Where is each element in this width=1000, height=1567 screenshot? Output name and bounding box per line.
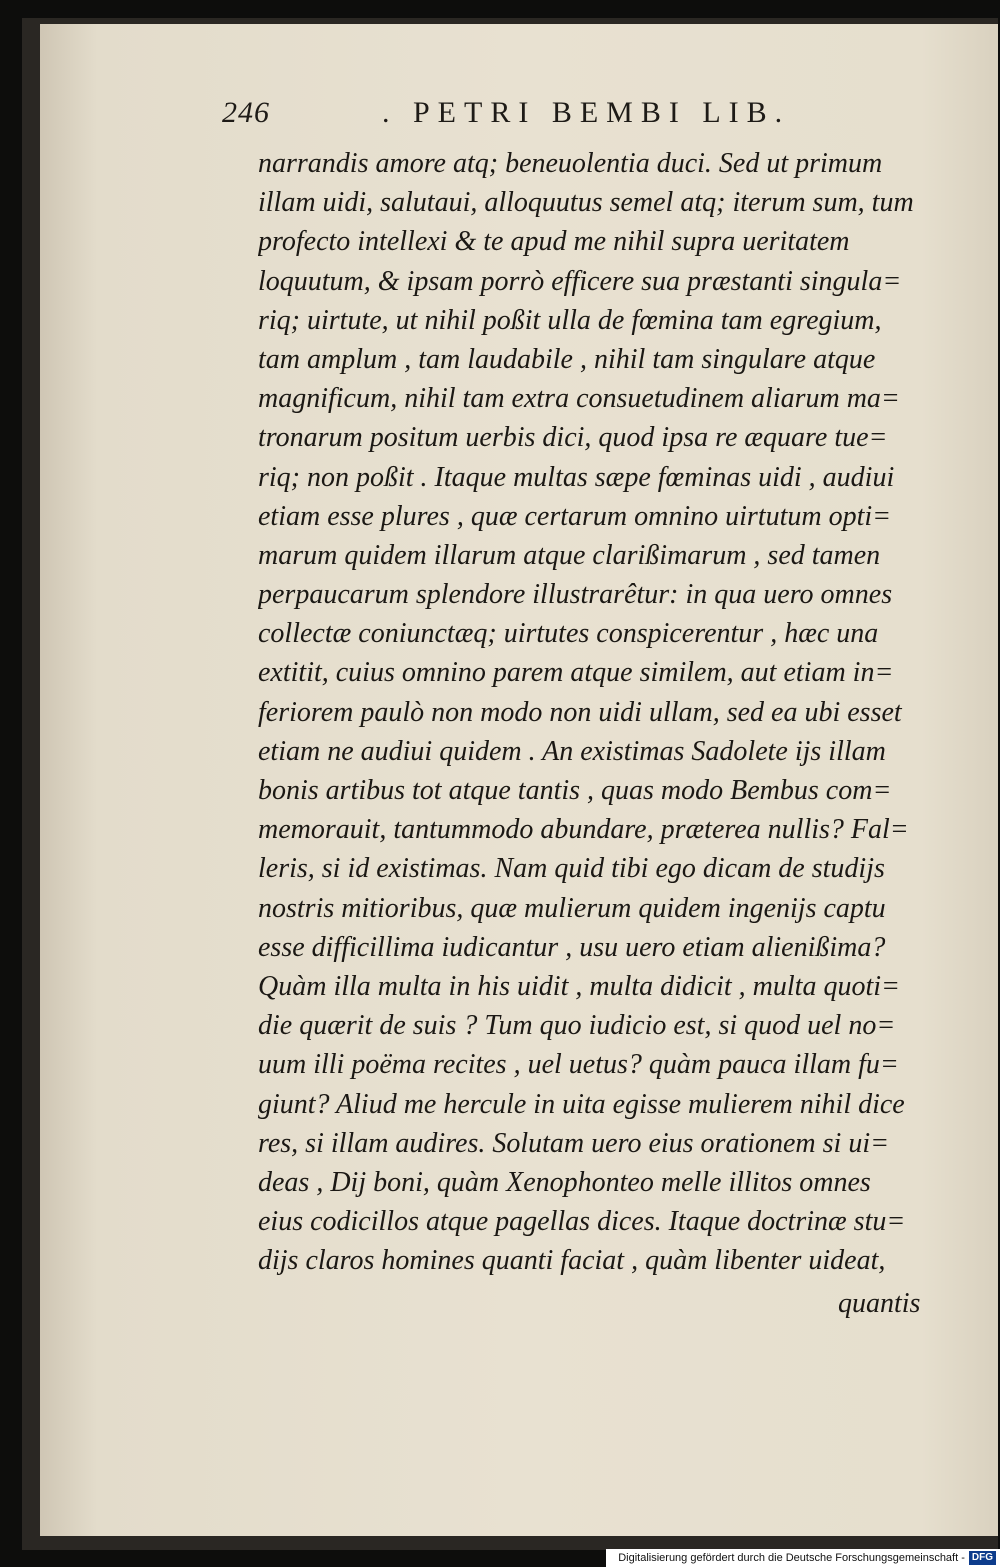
text-line: magnificum, nihil tam extra consuetudinem aliarum ma= bbox=[258, 383, 900, 415]
text-line: die quærit de suis ? Tum quo iudicio est, si quod uel no= bbox=[258, 1010, 896, 1042]
text-line: nostris mitioribus, quæ mulierum quidem ingenijs captu bbox=[258, 892, 886, 924]
text-line: esse difficillima iudicantur , usu uero etiam alienißima? bbox=[258, 931, 886, 963]
text-line: etiam esse plures , quæ certarum omnino uirtutum opti= bbox=[258, 500, 892, 532]
text-line: leris, si id existimas. Nam quid tibi ego dicam de studijs bbox=[258, 853, 885, 885]
text-line: Quàm illa multa in his uidit , multa didicit , multa quoti= bbox=[258, 970, 900, 1002]
footer-credit: Digitalisierung gefördert durch die Deutsche Forschungsgemeinschaft - bbox=[618, 1552, 965, 1564]
text-line: riq; non poßit . Itaque multas sæpe fœminas uidi , audiui bbox=[258, 461, 895, 493]
text-line: giunt? Aliud me hercule in uita egisse mulierem nihil dice bbox=[258, 1088, 905, 1120]
running-head bbox=[222, 96, 862, 140]
text-line: bonis artibus tot atque tantis , quas modo Bembus com= bbox=[258, 775, 892, 806]
footer-credit-bar bbox=[606, 1549, 1000, 1567]
text-line: feriorem paulò non modo non uidi ullam, sed ea ubi esset bbox=[258, 696, 902, 728]
running-title: . PETRI BEMBI LIB. bbox=[382, 96, 791, 129]
text-line: loquutum, & ipsam porrò efficere sua præstanti singula= bbox=[258, 265, 902, 297]
text-line: illam uidi, salutaui, alloquutus semel atq; iterum sum, tum bbox=[258, 187, 914, 219]
dfg-logo: DFG bbox=[969, 1551, 996, 1565]
text-line: etiam ne audiui quidem . An existimas Sadolete ijs illam bbox=[258, 735, 886, 767]
text-line: profecto intellexi & te apud me nihil supra ueritatem bbox=[258, 226, 850, 258]
text-line: collectæ coniunctæq; uirtutes conspicerentur , hæc una bbox=[258, 618, 879, 650]
text-line: memorauit, tantummodo abundare, præterea nullis? Fal= bbox=[258, 814, 909, 846]
text-line: uum illi poëma recites , uel uetus? quàm pauca illam fu= bbox=[258, 1049, 899, 1081]
text-line: extitit, cuius omnino parem atque similem, aut etiam in= bbox=[258, 657, 894, 689]
text-line: res, si illam audires. Solutam uero eius orationem si ui= bbox=[258, 1127, 889, 1159]
text-line: marum quidem illarum atque clarißimarum , sed tamen bbox=[258, 539, 881, 571]
text-line: eius codicillos atque pagellas dices. Itaque doctrinæ stu= bbox=[258, 1206, 906, 1238]
text-line: tronarum positum uerbis dici, quod ipsa re æquare tue= bbox=[258, 422, 888, 454]
text-line: riq; uirtute, ut nihil poßit ulla de fœmina tam egregium, bbox=[258, 304, 882, 336]
text-line: dijs claros homines quanti faciat , quàm libenter uideat, bbox=[258, 1245, 886, 1277]
text-line: perpaucarum splendore illustrarêtur: in qua uero omnes bbox=[258, 579, 893, 611]
text-line: narrandis amore atq; beneuolentia duci. Sed ut primum bbox=[258, 148, 883, 179]
text-line: tam amplum , tam laudabile , nihil tam singulare atque bbox=[258, 343, 876, 375]
text-block bbox=[258, 144, 958, 1280]
text-line: deas , Dij boni, quàm Xenophonteo melle illitos omnes bbox=[258, 1166, 871, 1198]
page-number: 246 bbox=[222, 96, 270, 129]
catchword: quantis bbox=[838, 1288, 921, 1319]
